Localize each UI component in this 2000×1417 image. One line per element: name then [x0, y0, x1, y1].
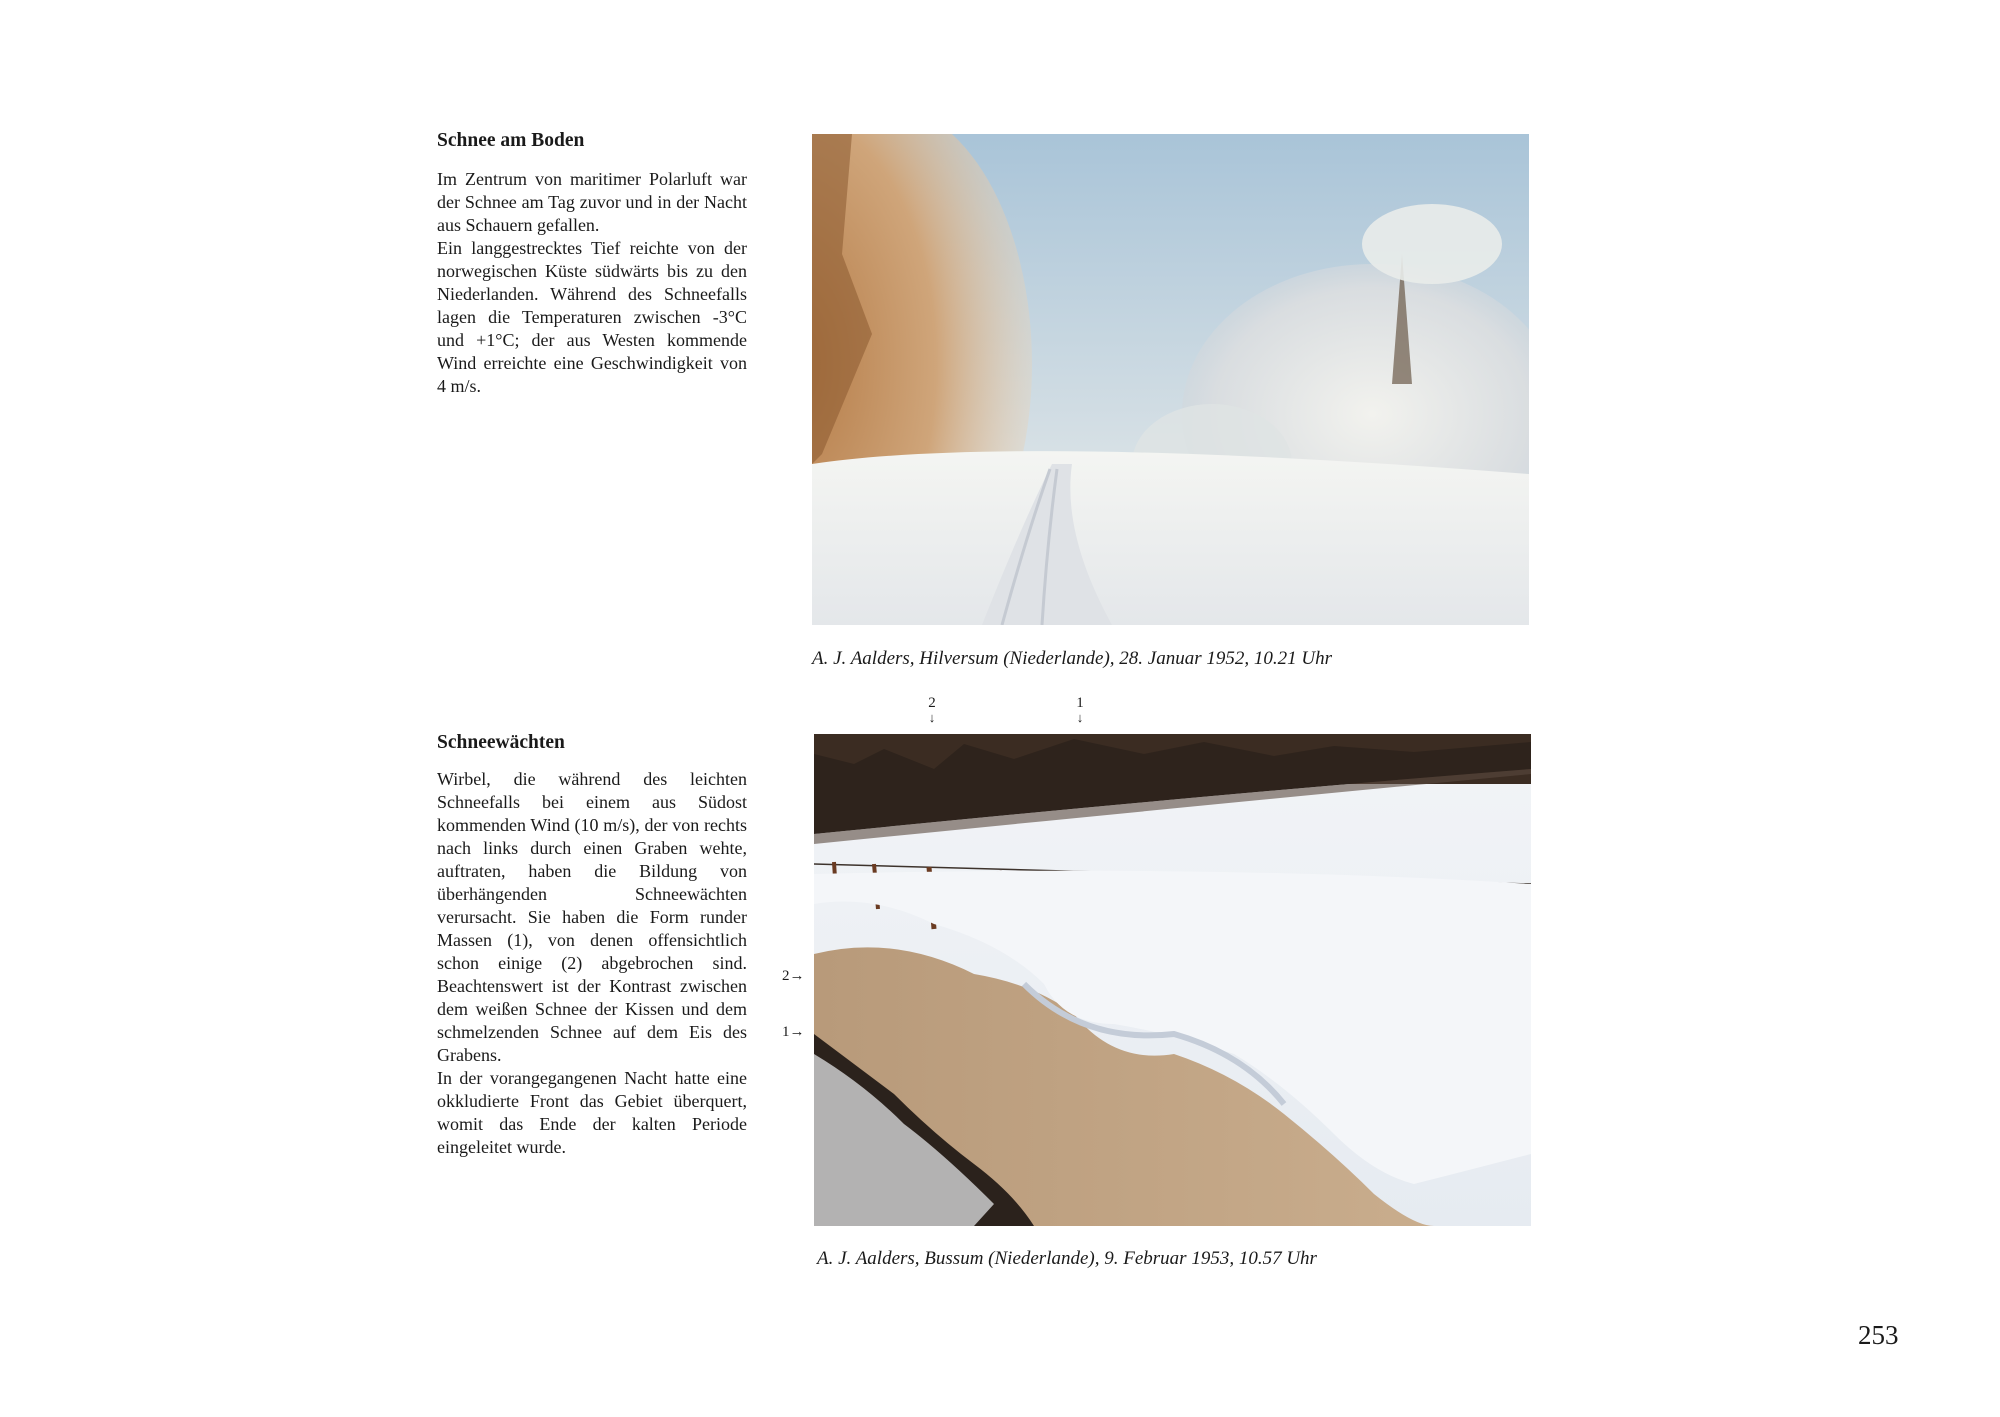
section-body-snow-on-ground — [437, 168, 747, 398]
marker-number: 1 — [782, 1024, 790, 1040]
marker-number: 1 — [1076, 695, 1084, 711]
section-body-cornices — [437, 768, 747, 1159]
page-number: 253 — [1858, 1320, 1899, 1350]
section-heading-cornices: Schneewächten — [437, 732, 565, 753]
paragraph: Im Zentrum von maritimer Polarluft war der Schnee am Tag zuvor und in der Nacht aus Schauern gefallen. — [437, 169, 747, 235]
paragraph: Wirbel, die während des leichten Schneefalls bei einem aus Südost kommenden Wind (10 m/s), der von rechts nach links durch einen Graben wehte, auftraten, haben die Bildung von überhängenden Schneewächten verursacht. Sie haben die Form runder Massen (1), von denen offensichtlich schon einige (2) abgebrochen sind. Beachtenswert ist der Kontrast zwischen dem weißen Schnee der Kissen und dem schmelzenden Schnee auf dem Eis des Grabens. — [437, 769, 747, 1065]
section-heading-snow-on-ground: Schnee am Boden — [437, 130, 585, 151]
photo-side-marker-1 — [782, 1024, 805, 1041]
photo-side-marker-2 — [782, 968, 805, 985]
photo-marker-1 — [1070, 695, 1090, 724]
marker-number: 2 — [782, 968, 790, 984]
photo-snow-cornices-ditch — [814, 734, 1531, 1226]
arrow-right-icon: → — [789, 1024, 805, 1040]
paragraph: In der vorangegangenen Nacht hatte eine okkludierte Front das Gebiet überquert, womit das Ende der kalten Periode eingeleitet wurde. — [437, 1068, 747, 1157]
arrow-right-icon: → — [789, 968, 805, 984]
paragraph: Ein langgestrecktes Tief reichte von der norwegischen Küste südwärts bis zu den Niederlanden. Während des Schneefalls lagen die Temperaturen zwischen -3°C und +1°C; der aus Westen kommende Wind erreichte eine Geschwindigkeit von 4 m/s. — [437, 238, 747, 396]
arrow-down-icon: ↓ — [1076, 710, 1084, 725]
photo-caption: A. J. Aalders, Bussum (Niederlande), 9. Februar 1953, 10.57 Uhr — [817, 1248, 1317, 1269]
marker-number: 2 — [928, 695, 936, 711]
arrow-down-icon: ↓ — [928, 710, 936, 725]
photo-caption: A. J. Aalders, Hilversum (Niederlande), 28. Januar 1952, 10.21 Uhr — [812, 648, 1332, 669]
photo-snowy-path — [812, 134, 1529, 625]
photo-marker-2 — [922, 695, 942, 724]
